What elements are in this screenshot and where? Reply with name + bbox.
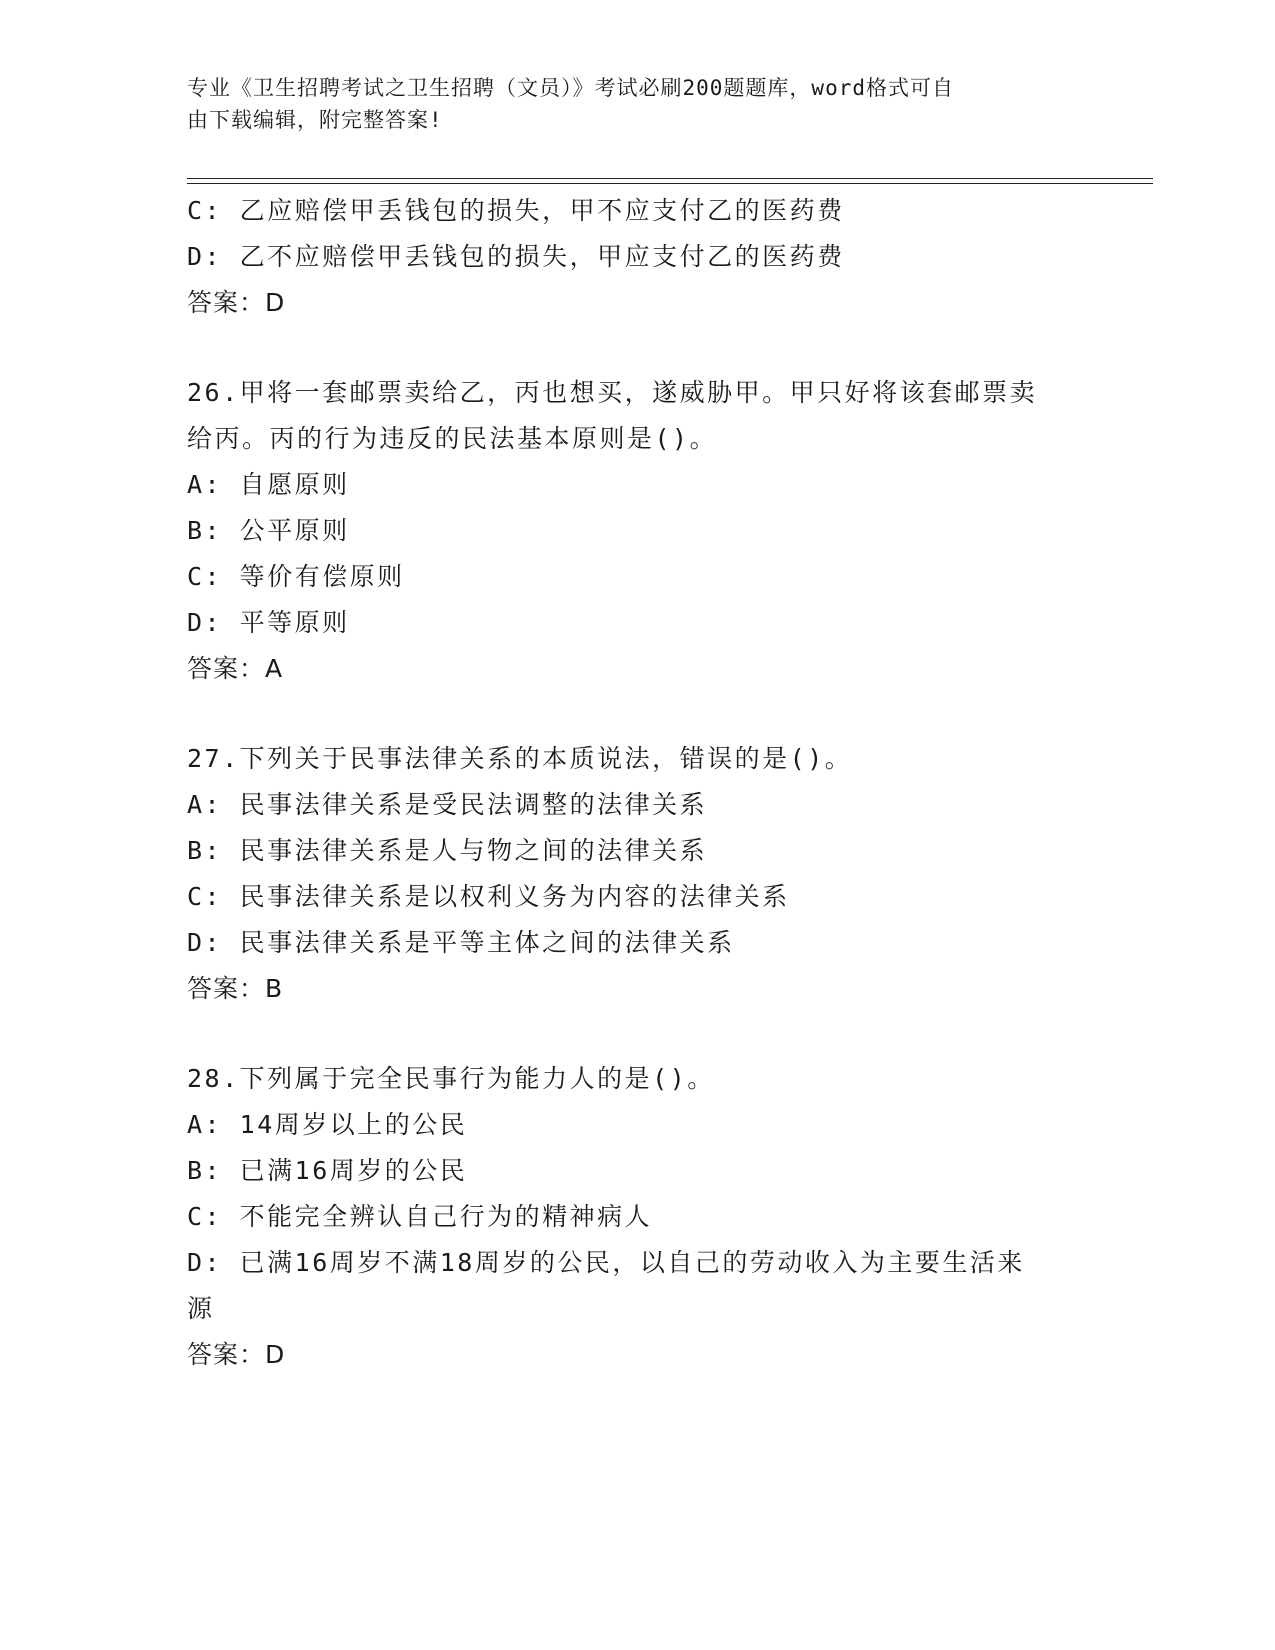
document-header [187, 72, 1067, 136]
question-spacer [187, 1012, 1087, 1056]
question-28-option-d-line-2: 源 [187, 1294, 215, 1323]
question-27-option-b: B: 民事法律关系是人与物之间的法律关系 [187, 836, 708, 865]
question-28-option-d-line-1: D: 已满16周岁不满18周岁的公民，以自己的劳动收入为主要生活来 [187, 1248, 1025, 1277]
question-25-option-c: C: 乙应赔偿甲丢钱包的损失，甲不应支付乙的医药费 [187, 196, 845, 225]
question-28-answer: 答案：D [187, 1340, 286, 1369]
question-26-option-d: D: 平等原则 [187, 608, 350, 637]
question-26-stem-line-2: 给丙。丙的行为违反的民法基本原则是()。 [187, 424, 718, 453]
header-divider-top [187, 178, 1153, 179]
question-27-option-c: C: 民事法律关系是以权利义务为内容的法律关系 [187, 882, 790, 911]
question-28-stem: 28.下列属于完全民事行为能力人的是()。 [187, 1064, 715, 1093]
question-27-option-a: A: 民事法律关系是受民法调整的法律关系 [187, 790, 708, 819]
question-26-stem-line-1: 26.甲将一套邮票卖给乙，丙也想买，遂威胁甲。甲只好将该套邮票卖 [187, 378, 1038, 407]
question-27-answer: 答案：B [187, 974, 284, 1003]
question-26-answer: 答案：A [187, 654, 284, 683]
question-26-option-b: B: 公平原则 [187, 516, 350, 545]
question-26-option-c: C: 等价有偿原则 [187, 562, 405, 591]
question-28-option-a: A: 14周岁以上的公民 [187, 1110, 468, 1139]
question-25-block [187, 188, 1087, 326]
question-25-option-d: D: 乙不应赔偿甲丢钱包的损失，甲应支付乙的医药费 [187, 242, 845, 271]
question-spacer [187, 326, 1087, 370]
header-divider-bottom [187, 183, 1153, 184]
question-27-block [187, 736, 1087, 1012]
question-26-option-a: A: 自愿原则 [187, 470, 350, 499]
question-27-option-d: D: 民事法律关系是平等主体之间的法律关系 [187, 928, 735, 957]
question-28-block [187, 1056, 1087, 1378]
header-line-2: 由下载编辑，附完整答案! [187, 108, 443, 132]
question-spacer [187, 692, 1087, 736]
question-27-stem: 27.下列关于民事法律关系的本质说法，错误的是()。 [187, 744, 853, 773]
question-list [187, 188, 1087, 1378]
question-28-option-c: C: 不能完全辨认自己行为的精神病人 [187, 1202, 653, 1231]
question-25-answer: 答案：D [187, 288, 286, 317]
question-26-block [187, 370, 1087, 692]
header-line-1: 专业《卫生招聘考试之卫生招聘（文员）》考试必刷200题题库，word格式可自 [187, 76, 954, 100]
question-28-option-b: B: 已满16周岁的公民 [187, 1156, 468, 1185]
